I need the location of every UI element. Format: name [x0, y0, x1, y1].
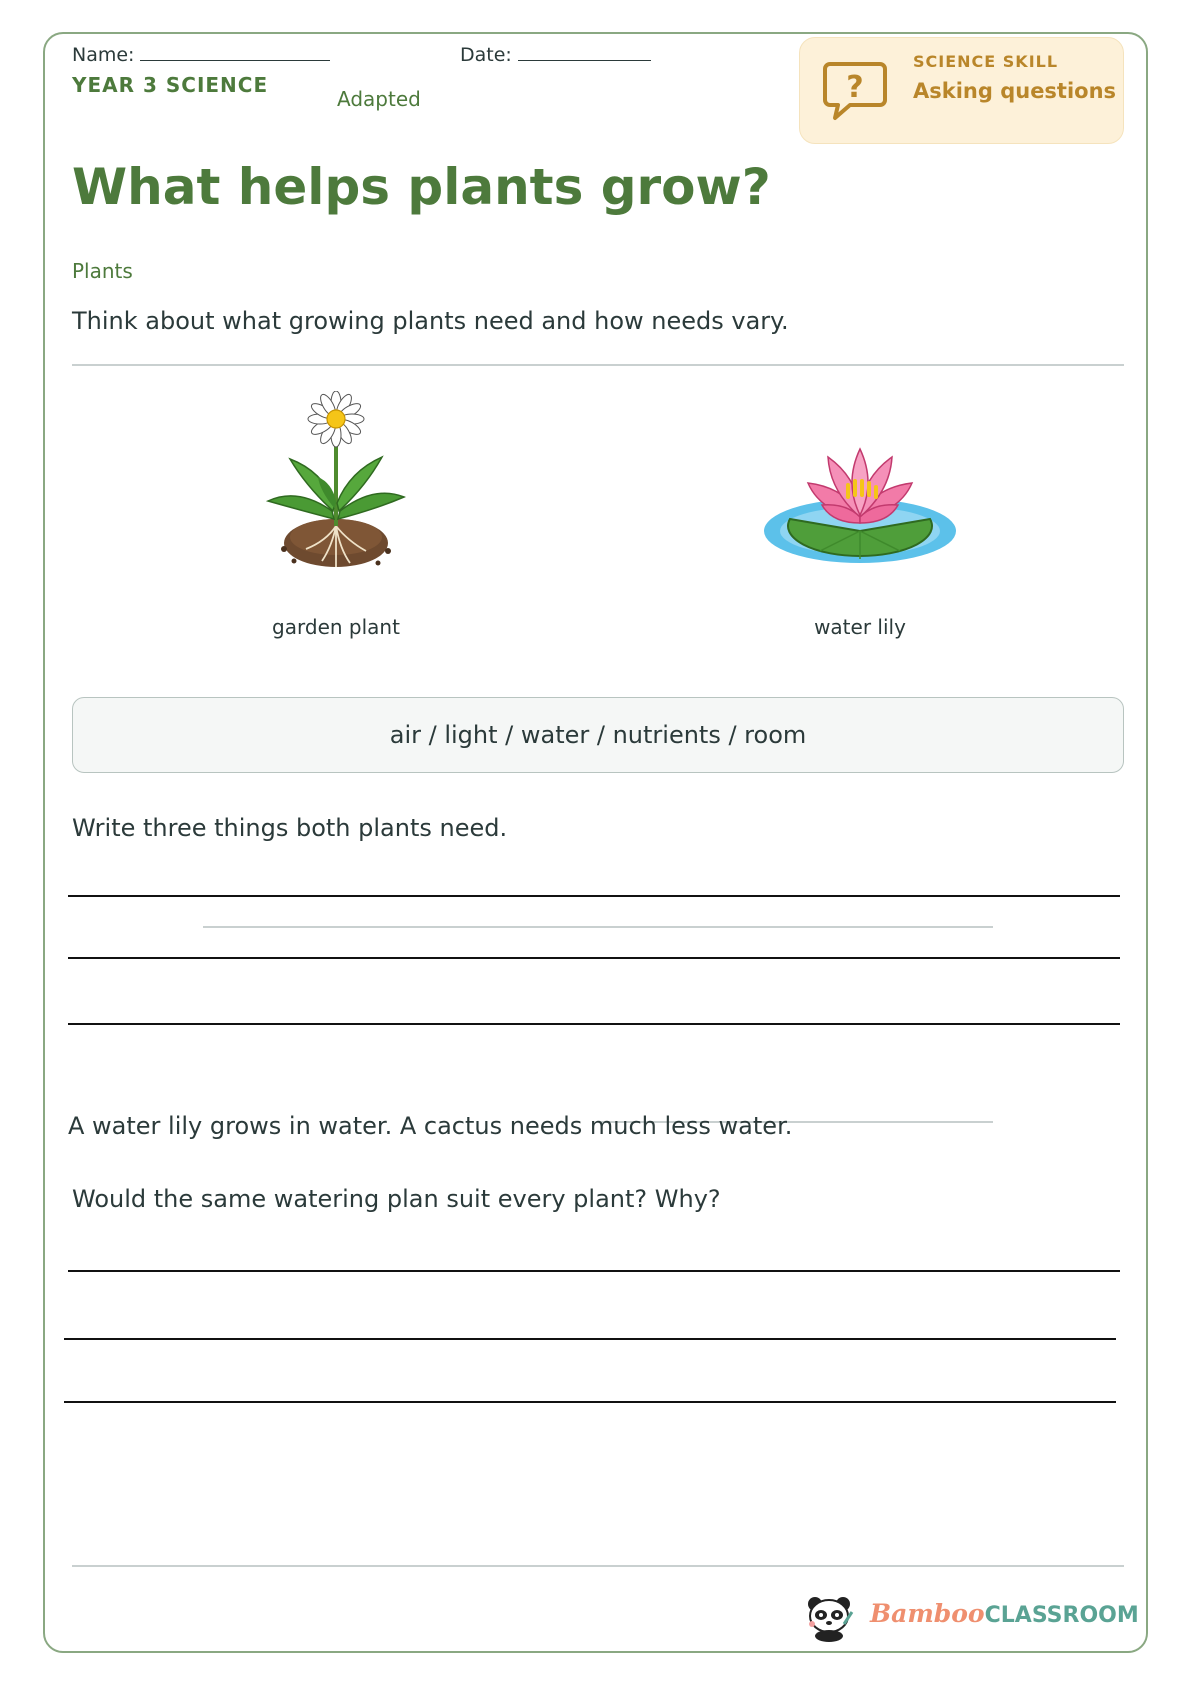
brand-part1: Bamboo	[870, 1599, 985, 1628]
name-blank[interactable]	[140, 59, 330, 61]
brand-logo	[870, 1599, 1139, 1628]
skill-kicker: SCIENCE SKILL	[913, 52, 1059, 71]
brand-part2: CLASSROOM	[984, 1603, 1139, 1628]
adapted-label: Adapted	[337, 87, 421, 111]
question-2: Would the same watering plan suit every plant? Why?	[72, 1185, 721, 1213]
word-bank: air / light / water / nutrients / room	[72, 697, 1124, 773]
guide-line	[203, 926, 993, 928]
svg-text:?: ?	[846, 70, 864, 105]
worksheet-frame	[43, 32, 1148, 1653]
name-field[interactable]	[72, 44, 330, 66]
garden-plant-caption: garden plant	[272, 615, 400, 639]
date-blank[interactable]	[518, 59, 651, 61]
water-lily-illustration	[760, 391, 960, 591]
water-lily-caption: water lily	[814, 615, 906, 639]
question-1: Write three things both plants need.	[72, 814, 508, 842]
answer-line-2[interactable]	[68, 957, 1120, 959]
year-label: YEAR 3 SCIENCE	[72, 73, 269, 97]
science-skill-box	[799, 37, 1124, 144]
answer-line-1[interactable]	[68, 895, 1120, 897]
answer-line-5[interactable]	[64, 1338, 1116, 1340]
intro-text: Think about what growing plants need and how needs vary.	[72, 307, 789, 335]
date-field[interactable]	[460, 44, 651, 66]
answer-line-6[interactable]	[64, 1401, 1116, 1403]
skill-name: Asking questions	[913, 79, 1117, 103]
question-speech-bubble-icon	[822, 58, 888, 124]
date-label: Date:	[460, 44, 512, 66]
statement-text: A water lily grows in water. A cactus needs much less water.	[68, 1112, 793, 1140]
topic-label: Plants	[72, 259, 133, 283]
answer-line-3[interactable]	[68, 1023, 1120, 1025]
garden-plant-illustration	[236, 391, 436, 591]
name-label: Name:	[72, 44, 135, 66]
answer-line-4[interactable]	[68, 1270, 1120, 1272]
page-title: What helps plants grow?	[72, 158, 771, 216]
panda-icon	[804, 1594, 854, 1642]
footer-divider	[72, 1565, 1124, 1567]
section-divider	[72, 364, 1124, 366]
